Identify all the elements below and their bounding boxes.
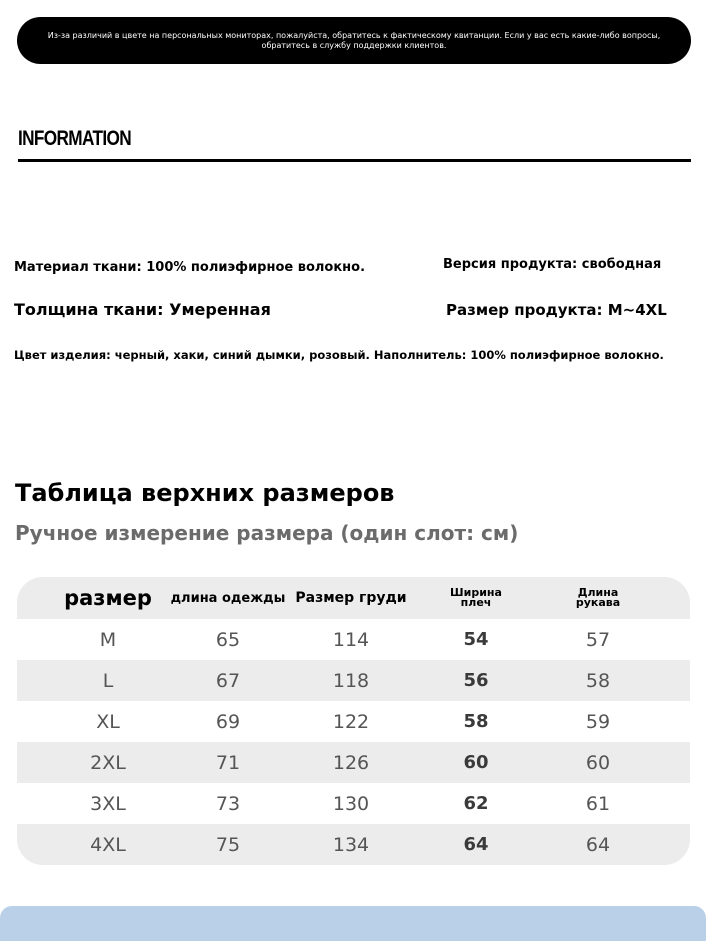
spec-colors-filler: Цвет изделия: черный, хаки, синий дымки, розовый. Наполнитель: 100% полиэфирное волокно. [14,348,664,362]
cell-length: 73 [215,792,241,815]
color-disclaimer-banner [17,17,691,64]
spec-fabric-thickness: Толщина ткани: Умеренная [14,300,271,319]
cell-size: L [102,669,114,692]
cell-size: 2XL [90,751,126,774]
size-chart-title: Таблица верхних размеров [15,479,395,507]
cell-sleeve: 58 [585,669,611,692]
cell-length: 71 [215,751,241,774]
cell-shoulder: 60 [463,752,489,773]
cell-shoulder: 58 [463,711,489,732]
cell-sleeve: 60 [585,751,611,774]
table-row [17,742,690,783]
cell-shoulder: 54 [463,629,489,650]
color-disclaimer-text: Из-за различий в цвете на персональных мониторах, пожалуйста, обратитесь к фактическому квитанции. Если у вас есть какие-либо вопросы, обратитесь в службу поддержки клиентов. [47,30,661,50]
cell-sleeve: 61 [585,792,611,815]
cell-shoulder: 56 [463,670,489,691]
spec-product-size: Размер продукта: M~4XL [446,301,667,319]
cell-length: 67 [215,669,241,692]
information-divider [18,159,691,162]
cell-chest: 122 [332,710,370,733]
size-table-header [17,577,690,619]
information-heading: INFORMATION [18,127,131,150]
spec-product-version: Версия продукта: свободная [443,257,662,272]
table-row [17,619,690,660]
cell-sleeve: 57 [585,628,611,651]
cell-length: 65 [215,628,241,651]
spec-fabric-material: Материал ткани: 100% полиэфирное волокно. [14,260,366,275]
cell-length: 75 [215,833,241,856]
header-chest: Размер груди [295,590,407,606]
cell-chest: 114 [332,628,370,651]
cell-length: 69 [215,710,241,733]
header-shoulder: Ширина плеч [450,586,502,609]
table-row [17,783,690,824]
cell-size: 4XL [90,833,126,856]
size-chart-subtitle: Ручное измерение размера (один слот: см) [15,521,519,545]
footer-band [0,906,706,941]
table-row [17,701,690,742]
cell-chest: 118 [332,669,370,692]
cell-chest: 130 [332,792,370,815]
table-row [17,660,690,701]
cell-chest: 126 [332,751,370,774]
table-row [17,824,690,865]
size-table [17,577,690,865]
cell-sleeve: 64 [585,833,611,856]
header-size: размер [64,586,152,610]
cell-shoulder: 64 [463,834,489,855]
cell-size: M [99,628,117,651]
cell-size: XL [96,710,120,733]
header-sleeve: Длина рукава [575,586,621,609]
cell-shoulder: 62 [463,793,489,814]
cell-sleeve: 59 [585,710,611,733]
cell-chest: 134 [332,833,370,856]
cell-size: 3XL [90,792,126,815]
header-length: длина одежды [170,590,286,606]
